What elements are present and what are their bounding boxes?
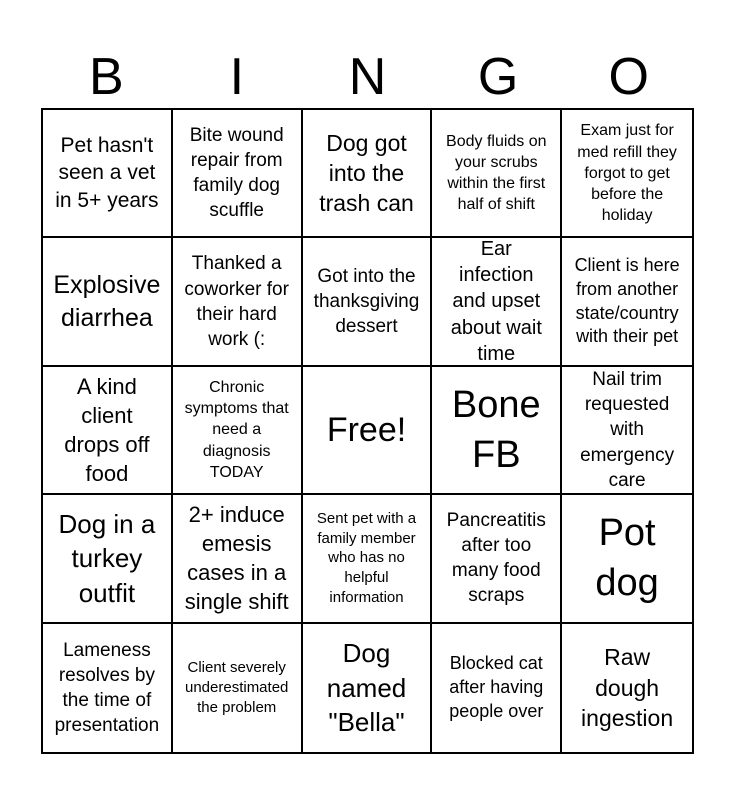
bingo-cell-text: Pet hasn't seen a vet in 5+ years: [55, 133, 159, 213]
bingo-cell-text: Pot dog: [595, 512, 659, 605]
bingo-cell-r2c5[interactable]: [562, 238, 692, 366]
bingo-title: [41, 46, 694, 108]
bingo-cell-r4c2[interactable]: [173, 495, 303, 623]
bingo-title-letter-g: G: [477, 48, 519, 106]
bingo-cell-text: Got into the thanksgiving dessert: [313, 265, 420, 338]
bingo-cell-r5c2[interactable]: [173, 624, 303, 752]
bingo-cell-text: A kind client drops off food: [64, 373, 150, 487]
bingo-cell-text: 2+ induce emesis cases in a single shift: [184, 502, 289, 615]
bingo-cell-r3c5[interactable]: [562, 367, 692, 495]
bingo-cell-text: Client severely underestimated the problem: [184, 659, 289, 716]
bingo-title-letter-i: I: [229, 48, 245, 106]
bingo-cell-r3c2[interactable]: [173, 367, 303, 495]
bingo-cell-text: Thanked a coworker for their hard work (:: [184, 253, 289, 350]
bingo-cell-text: Explosive diarrhea: [53, 270, 161, 332]
bingo-cell-text: Pancreatitis after too many food scraps: [446, 510, 546, 607]
bingo-cell-r1c3[interactable]: [303, 110, 433, 238]
bingo-title-letter-o: O: [608, 48, 649, 106]
bingo-cell-text: Body fluids on your scrubs within the first half of shift: [446, 132, 547, 214]
bingo-cell-text: Dog named "Bella": [326, 638, 407, 737]
bingo-cell-text: Blocked cat after having people over: [449, 653, 544, 721]
bingo-cell-free[interactable]: [303, 367, 433, 495]
bingo-cell-r3c4[interactable]: [432, 367, 562, 495]
bingo-cell-r4c5[interactable]: [562, 495, 692, 623]
bingo-cell-r4c3[interactable]: [303, 495, 433, 623]
bingo-cell-r5c3[interactable]: [303, 624, 433, 752]
bingo-cell-text: Dog in a turkey outfit: [58, 508, 156, 608]
bingo-cell-r2c2[interactable]: [173, 238, 303, 366]
bingo-cell-r1c1[interactable]: [43, 110, 173, 238]
bingo-cell-r1c4[interactable]: [432, 110, 562, 238]
bingo-cell-r5c4[interactable]: [432, 624, 562, 752]
bingo-cell-text: Lameness resolves by the time of presentation: [54, 639, 160, 736]
bingo-cell-r4c4[interactable]: [432, 495, 562, 623]
bingo-cell-text: Sent pet with a family member who has no helpful information: [316, 509, 417, 607]
bingo-cell-text: Nail trim requested with emergency care: [580, 369, 675, 491]
bingo-cell-text: Client is here from another state/country with their pet: [574, 255, 680, 347]
bingo-cell-r2c4[interactable]: [432, 238, 562, 366]
bingo-cell-r1c5[interactable]: [562, 110, 692, 238]
bingo-grid: [41, 108, 694, 754]
bingo-title-letter-b: B: [88, 48, 124, 106]
bingo-cell-text: Ear infection and upset about wait time: [450, 238, 542, 366]
bingo-cell-r5c1[interactable]: [43, 624, 173, 752]
bingo-cell-r3c1[interactable]: [43, 367, 173, 495]
bingo-cell-r2c3[interactable]: [303, 238, 433, 366]
bingo-cell-r2c1[interactable]: [43, 238, 173, 366]
bingo-cell-text: Bite wound repair from family dog scuffle: [189, 125, 284, 222]
bingo-title-letter-n: N: [348, 48, 387, 106]
bingo-cell-text: Dog got into the trash can: [319, 129, 414, 217]
bingo-cell-text: Bone FB: [451, 383, 541, 476]
bingo-cell-r1c2[interactable]: [173, 110, 303, 238]
bingo-cell-r4c1[interactable]: [43, 495, 173, 623]
bingo-cell-text: Raw dough ingestion: [581, 644, 674, 731]
bingo-cell-r5c5[interactable]: [562, 624, 692, 752]
bingo-cell-text: Exam just for med refill they forgot to get before the holiday: [577, 122, 677, 224]
bingo-cell-text: Free!: [326, 410, 407, 449]
bingo-cell-text: Chronic symptoms that need a diagnosis TODAY: [184, 379, 289, 481]
